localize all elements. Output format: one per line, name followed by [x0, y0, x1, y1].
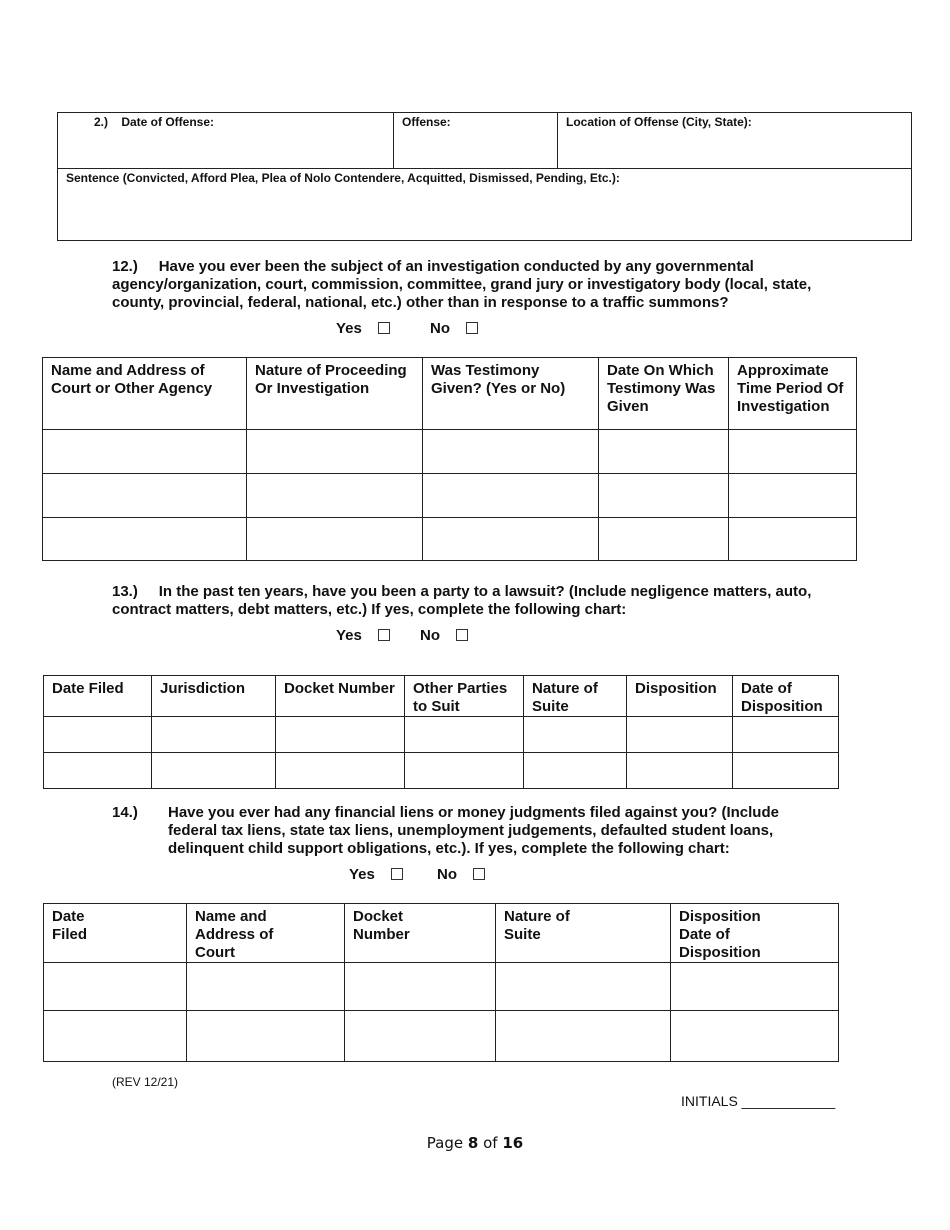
q13-yes-checkbox[interactable]	[378, 629, 390, 641]
table-cell[interactable]	[405, 753, 524, 789]
q14-header-date-filed: Date Filed	[44, 904, 187, 963]
q13-header-nature: Nature of Suite	[524, 676, 627, 717]
table-cell[interactable]	[729, 474, 857, 518]
sentence-cell[interactable]	[58, 169, 912, 241]
table-cell[interactable]	[627, 753, 733, 789]
q12-yes-checkbox[interactable]	[378, 322, 390, 334]
q14-header-disposition: Disposition Date of Disposition	[671, 904, 839, 963]
q13-header-date-filed: Date Filed	[44, 676, 152, 717]
table-cell[interactable]	[187, 963, 345, 1011]
table-cell[interactable]	[524, 717, 627, 753]
liens-table	[43, 903, 839, 1062]
table-cell[interactable]	[44, 1011, 187, 1062]
table-cell[interactable]	[44, 753, 152, 789]
table-row	[44, 753, 839, 789]
table-cell[interactable]	[733, 717, 839, 753]
q14-no-label: No	[437, 866, 458, 883]
q13-header-docket: Docket Number	[276, 676, 405, 717]
table-cell[interactable]	[44, 963, 187, 1011]
table-cell[interactable]	[276, 717, 405, 753]
table-cell[interactable]	[43, 518, 247, 561]
offense-cell[interactable]	[394, 113, 558, 169]
table-cell[interactable]	[187, 1011, 345, 1062]
table-cell[interactable]	[599, 474, 729, 518]
q13-header-jurisdiction: Jurisdiction	[152, 676, 276, 717]
table-cell[interactable]	[423, 474, 599, 518]
table-cell[interactable]	[729, 518, 857, 561]
table-cell[interactable]	[729, 430, 857, 474]
table-cell[interactable]	[43, 474, 247, 518]
q12-header-name-address: Name and Address of Court or Other Agency	[43, 358, 247, 430]
table-cell[interactable]	[599, 518, 729, 561]
offense-label: Offense:	[402, 115, 451, 129]
page-number: Page 8 of 16	[426, 1134, 524, 1152]
q14-yes-label: Yes	[349, 866, 375, 883]
q13-header-date-disposition: Date of Disposition	[733, 676, 839, 717]
table-cell[interactable]	[627, 717, 733, 753]
table-row	[43, 518, 857, 561]
question-12-number: 12.)	[112, 258, 138, 275]
investigation-table	[42, 357, 857, 561]
table-row	[44, 963, 839, 1011]
revision-label: (REV 12/21)	[112, 1075, 179, 1089]
q12-header-date: Date On Which Testimony Was Given	[599, 358, 729, 430]
current-page: 8	[467, 1134, 479, 1152]
table-row	[43, 474, 857, 518]
table-cell[interactable]	[496, 1011, 671, 1062]
q13-header-other-parties: Other Parties to Suit	[405, 676, 524, 717]
q12-no-label: No	[430, 320, 451, 337]
question-13-yes-no	[336, 627, 468, 644]
question-13-text: In the past ten years, have you been a party to a lawsuit? (Include negligence matters, auto, contract matters, debt matters, etc.) If yes, complete the following chart:	[112, 583, 812, 618]
table-cell[interactable]	[423, 430, 599, 474]
table-cell[interactable]	[671, 1011, 839, 1062]
table-cell[interactable]	[345, 1011, 496, 1062]
q12-header-testimony: Was Testimony Given? (Yes or No)	[423, 358, 599, 430]
question-14-number: 14.)	[112, 804, 138, 821]
table-cell[interactable]	[44, 717, 152, 753]
table-cell[interactable]	[524, 753, 627, 789]
q14-header-nature: Nature of Suite	[496, 904, 671, 963]
table-cell[interactable]	[733, 753, 839, 789]
total-pages: 16	[502, 1134, 524, 1152]
offense-table	[57, 112, 912, 241]
q12-no-checkbox[interactable]	[466, 322, 478, 334]
q13-header-disposition: Disposition	[627, 676, 733, 717]
date-of-offense-cell[interactable]	[58, 113, 394, 169]
question-12	[112, 258, 852, 312]
table-cell[interactable]	[599, 430, 729, 474]
q14-no-checkbox[interactable]	[473, 868, 485, 880]
question-14-yes-no	[349, 866, 485, 883]
table-cell[interactable]	[671, 963, 839, 1011]
question-13-number: 13.)	[112, 583, 138, 600]
table-cell[interactable]	[247, 474, 423, 518]
q14-yes-checkbox[interactable]	[391, 868, 403, 880]
table-cell[interactable]	[496, 963, 671, 1011]
question-13	[112, 583, 852, 619]
table-cell[interactable]	[247, 518, 423, 561]
table-cell[interactable]	[423, 518, 599, 561]
location-label: Location of Offense (City, State):	[566, 115, 752, 129]
table-cell[interactable]	[152, 753, 276, 789]
question-12-yes-no	[336, 320, 478, 337]
q14-header-name-address: Name and Address of Court	[187, 904, 345, 963]
date-of-offense-label: 2.) Date of Offense:	[94, 115, 215, 129]
table-cell[interactable]	[345, 963, 496, 1011]
question-14-text: Have you ever had any financial liens or money judgments filed against you? (Include federal tax liens, state tax liens, unemployment judgements, defaulted student loans, delinquent child support obligations, etc.). If yes, complete the following chart:	[168, 804, 779, 857]
table-cell[interactable]	[247, 430, 423, 474]
table-row	[44, 1011, 839, 1062]
q12-header-nature: Nature of Proceeding Or Investigation	[247, 358, 423, 430]
q13-no-checkbox[interactable]	[456, 629, 468, 641]
table-cell[interactable]	[43, 430, 247, 474]
table-cell[interactable]	[152, 717, 276, 753]
table-cell[interactable]	[276, 753, 405, 789]
initials-field[interactable]: INITIALS ____________	[681, 1093, 836, 1109]
question-12-text: Have you ever been the subject of an investigation conducted by any governmental agency/organization, court, commission, committee, grand jury or investigatory body (local, state, county, provincial, federal, national, etc.) other than in response to a traffic summons?	[112, 258, 812, 311]
q13-no-label: No	[420, 627, 441, 644]
location-cell[interactable]	[558, 113, 912, 169]
table-cell[interactable]	[405, 717, 524, 753]
sentence-label: Sentence (Convicted, Afford Plea, Plea of Nolo Contendere, Acquitted, Dismissed, Pending, Etc.):	[66, 171, 620, 185]
q12-header-time-period: Approximate Time Period Of Investigation	[729, 358, 857, 430]
table-row	[43, 430, 857, 474]
q14-header-docket: Docket Number	[345, 904, 496, 963]
q12-yes-label: Yes	[336, 320, 362, 337]
table-row	[44, 717, 839, 753]
lawsuit-table	[43, 675, 839, 789]
q13-yes-label: Yes	[336, 627, 362, 644]
